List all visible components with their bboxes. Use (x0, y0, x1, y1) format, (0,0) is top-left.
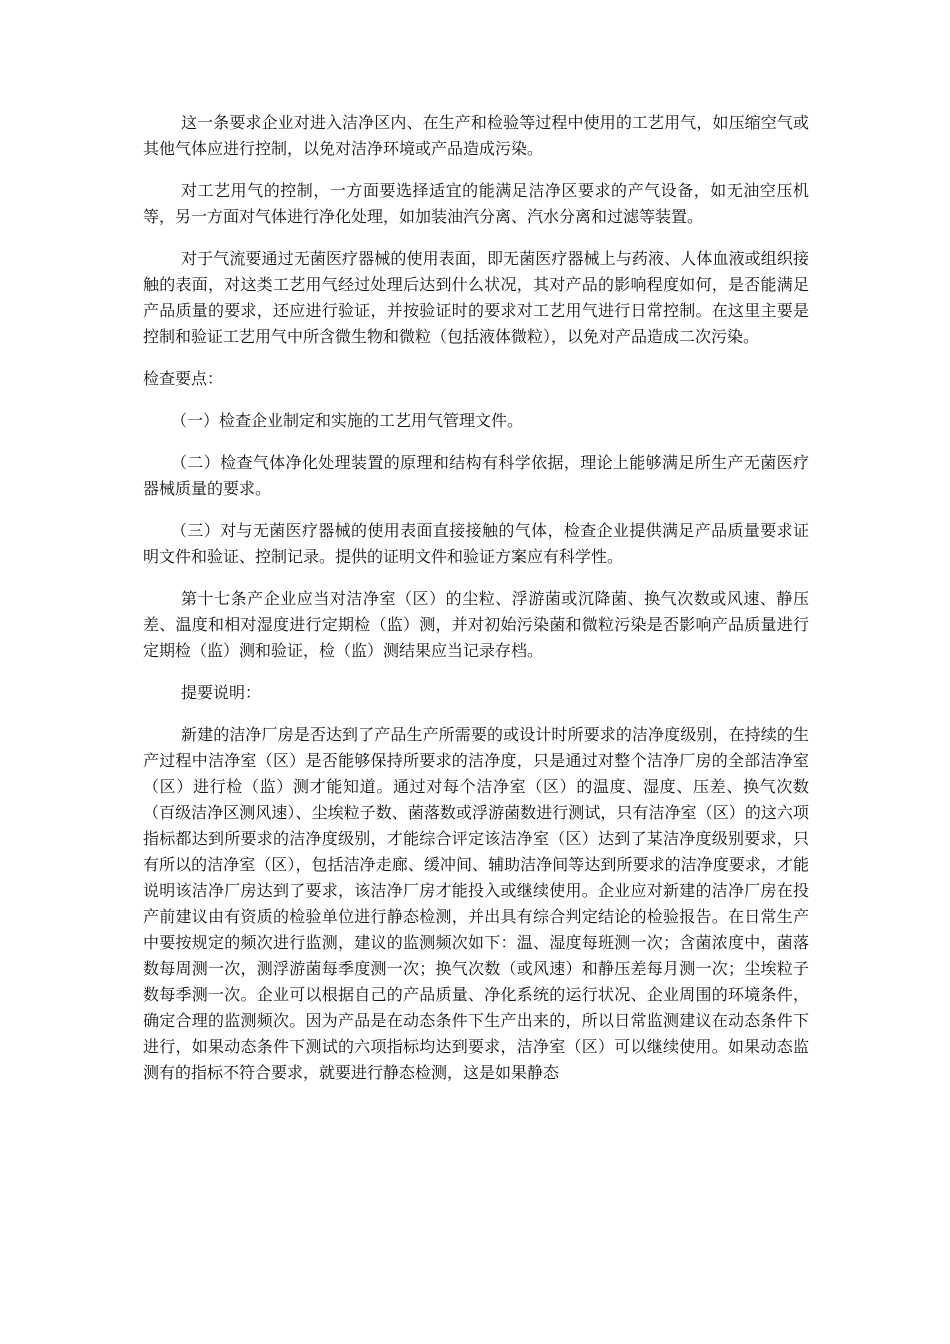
inspection-point-2: （二）检查气体净化处理装置的原理和结构有科学依据，理论上能够满足所生产无菌医疗器械质量的要求。 (143, 453, 809, 498)
paragraph-contact-surface-validation: 对于气流要通过无菌医疗器械的使用表面，即无菌医疗器械上与药液、人体血液或组织接触的表面，对这类工艺用气经过处理后达到什么状况，其对产品的影响程度如何，是否能满足产品质量的要求，还应进行验证，并按验证时的要求对工艺用气进行日常控制。在这里主要是控制和验证工艺用气中所含微生物和微粒（包括液体微粒），以免对产品造成二次污染。 (143, 249, 809, 346)
document-body (143, 110, 809, 1086)
paragraph-cleanroom-monitoring: 新建的洁净厂房是否达到了产品生产所需要的或设计时所要求的洁净度级别，在持续的生产过程中洁净室（区）是否能够保持所要求的洁净度，只是通过对整个洁净厂房的全部洁净室（区）进行检（监）测才能知道。通过对每个洁净室（区）的温度、湿度、压差、换气次数（百级洁净区测风速）、尘埃粒子数、菌落数或浮游菌数进行测试，只有洁净室（区）的这六项指标都达到所要求的洁净度级别，才能综合评定该洁净室（区）达到了某洁净度级别要求，只有所以的洁净室（区），包括洁净走廊、缓冲间、辅助洁净间等达到所要求的洁净度要求，才能说明该洁净厂房达到了要求，该洁净厂房才能投入或继续使用。企业应对新建的洁净厂房在投产前建议由有资质的检验单位进行静态检测，并出具有综合判定结论的检验报告。在日常生产中要按规定的频次进行监测，建议的监测频次如下：温、湿度每班测一次；含菌浓度中，菌落数每周测一次，测浮游菌每季度测一次；换气次数（或风速）和静压差每月测一次；尘埃粒子数每季测一次。企业可以根据自己的产品质量、净化系统的运行状况、企业周围的环境条件，确定合理的监测频次。因为产品是在动态条件下生产出来的，所以日常监测建议在动态条件下进行，如果动态条件下测试的六项指标均达到要求，洁净室（区）可以继续使用。如果动态监测有的指标不符合要求，就要进行静态检测，这是如果静态 (143, 725, 809, 1082)
inspection-point-1: （一）检查企业制定和实施的工艺用气管理文件。 (171, 411, 524, 430)
paragraph-article-17: 第十七条产企业应当对洁净室（区）的尘粒、浮游菌或沉降菌、换气次数或风速、静压差、温度和相对湿度进行定期检（监）测，并对初始污染菌和微粒污染是否影响产品质量进行定期检（监）测和验证，检（监）测结果应当记录存档。 (143, 589, 809, 660)
paragraph-process-gas-control-requirement: 这一条要求企业对进入洁净区内、在生产和检验等过程中使用的工艺用气，如压缩空气或其他气体应进行控制，以免对洁净环境或产品造成污染。 (143, 113, 809, 158)
inspection-point-3: （三）对与无菌医疗器械的使用表面直接接触的气体，检查企业提供满足产品质量要求证明文件和验证、控制记录。提供的证明文件和验证方案应有科学性。 (143, 521, 809, 566)
heading-inspection-points: 检查要点： (143, 369, 224, 388)
paragraph-process-gas-equipment: 对工艺用气的控制，一方面要选择适宜的能满足洁净区要求的产气设备，如无油空压机等，另一方面对气体进行净化处理，如加装油汽分离、汽水分离和过滤等装置。 (143, 181, 809, 226)
heading-summary-explanation: 提要说明： (181, 683, 262, 702)
